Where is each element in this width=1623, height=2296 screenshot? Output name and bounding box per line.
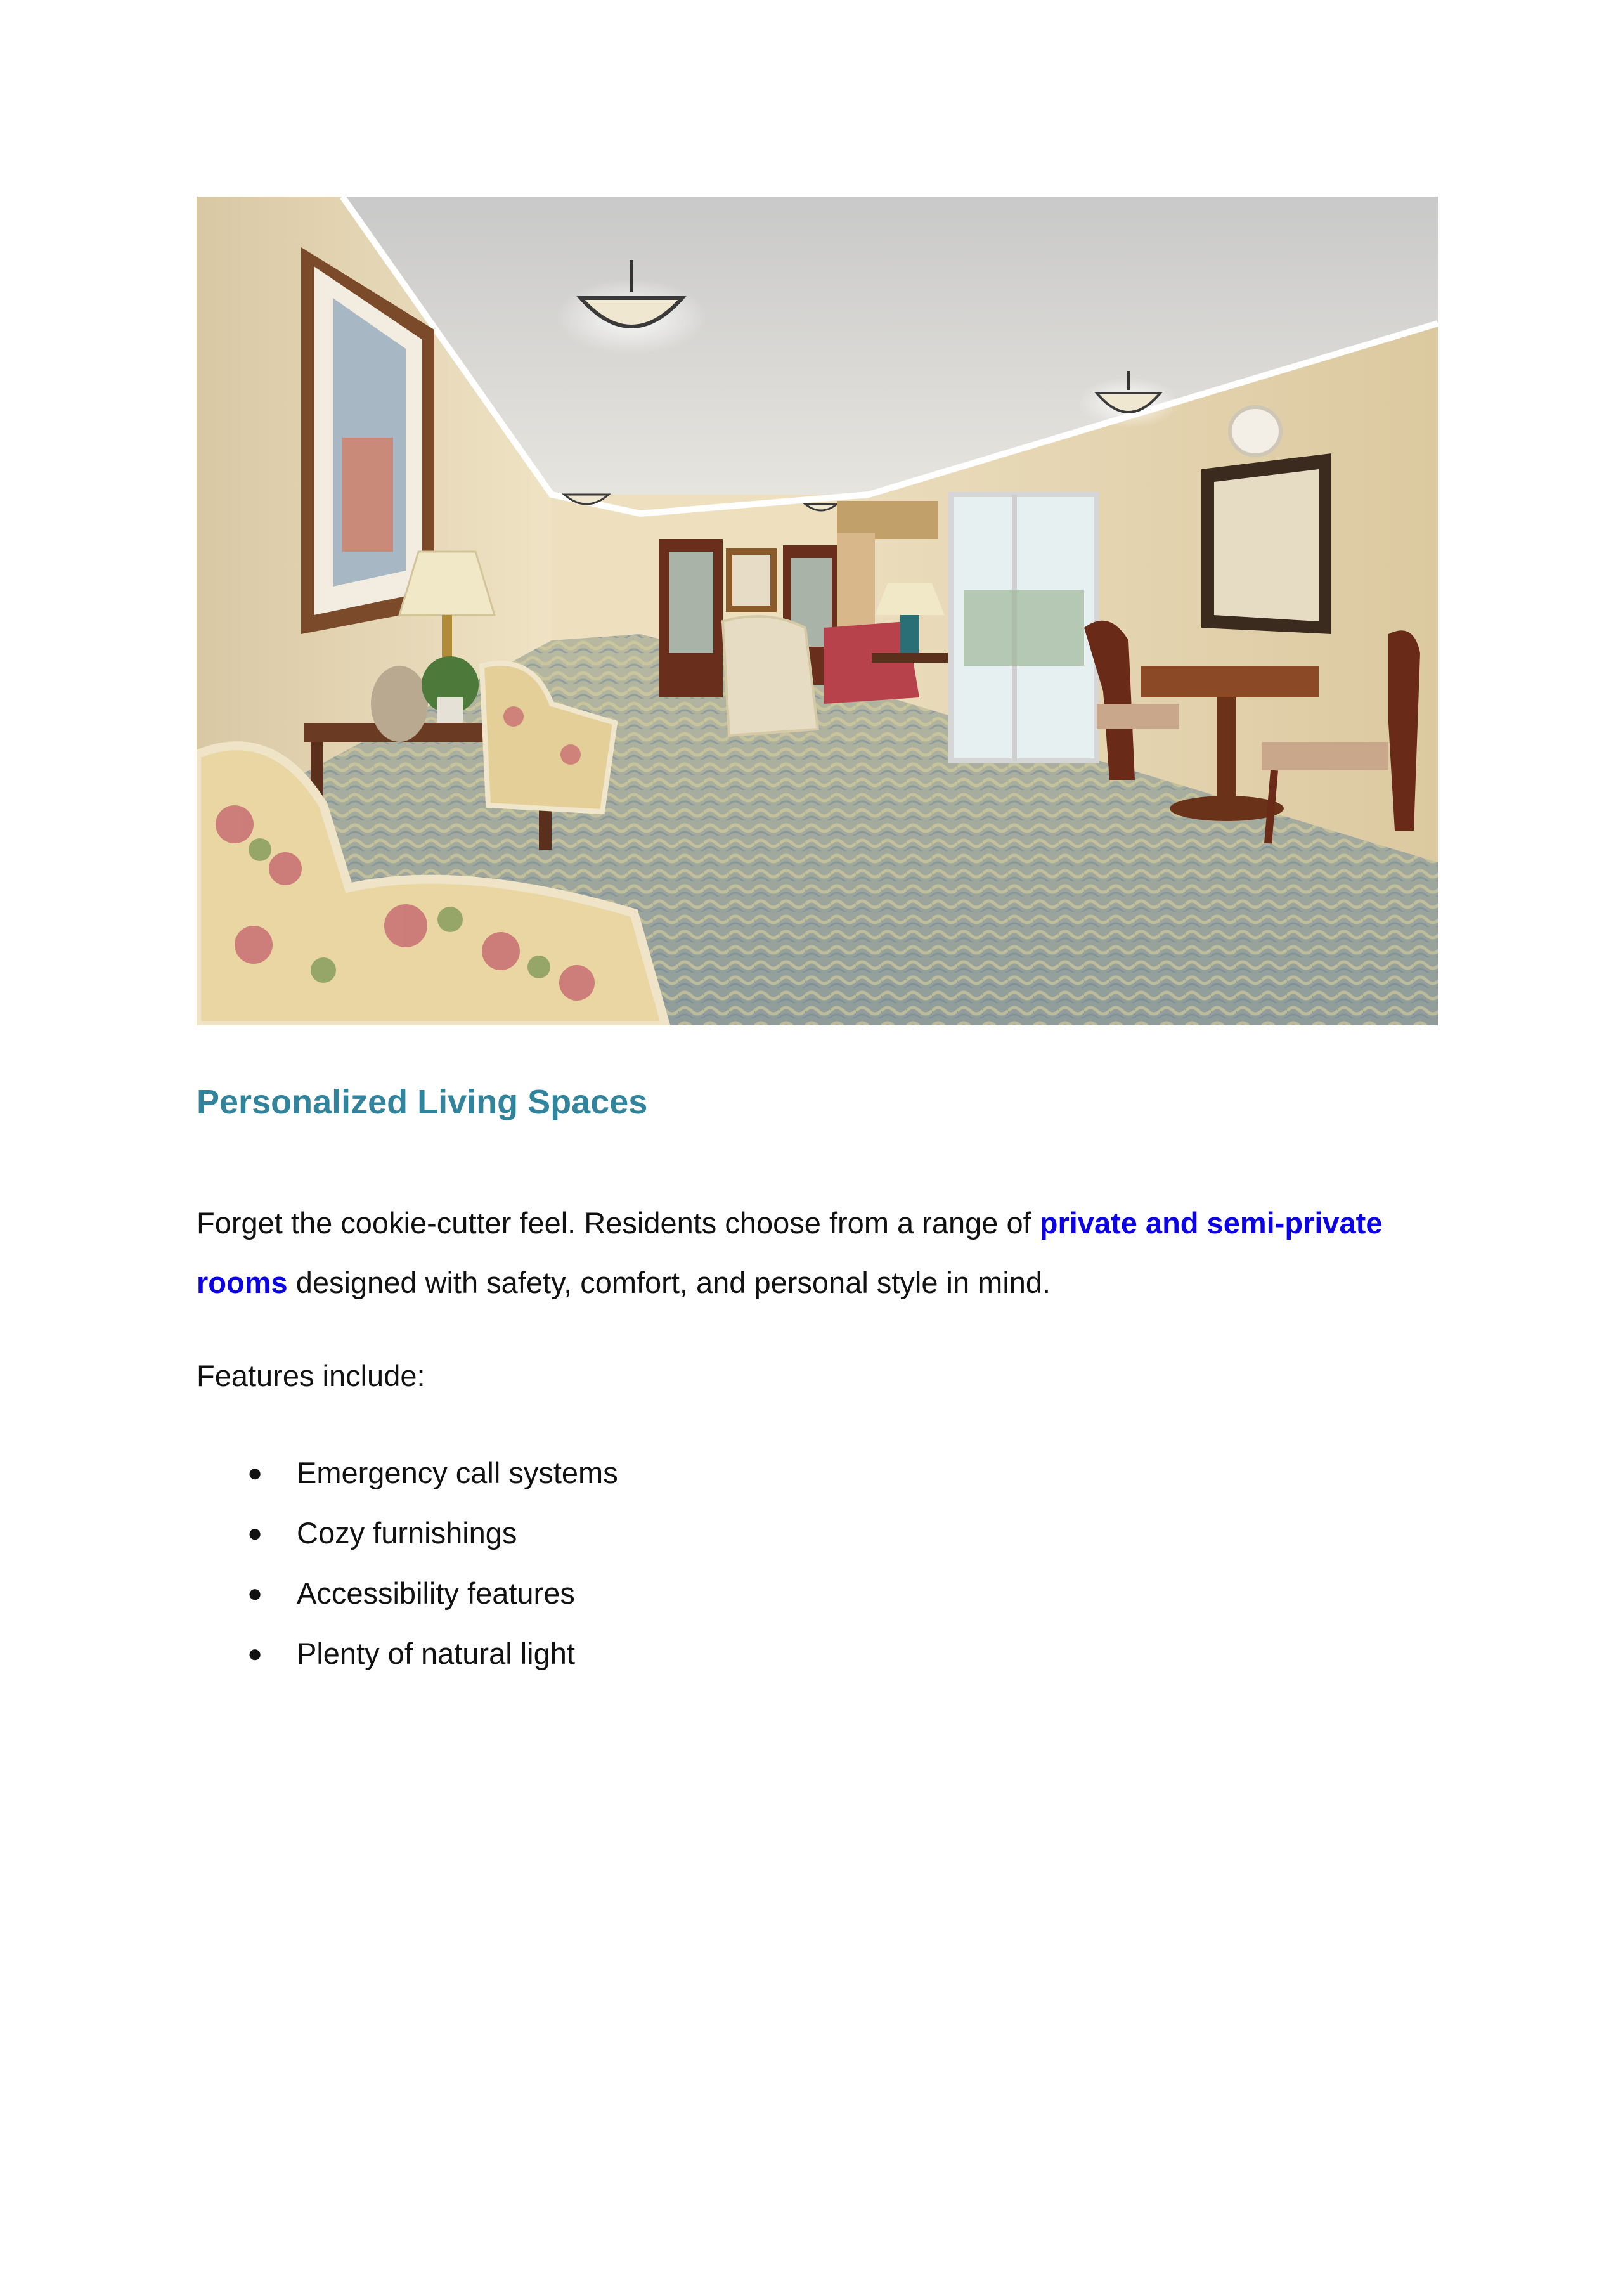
intro-text-before: Forget the cookie-cutter feel. Residents choose from a range of	[197, 1206, 1040, 1240]
list-item	[197, 1448, 618, 1508]
features-label: Features include:	[197, 1359, 425, 1392]
list-item	[197, 1628, 618, 1689]
rooms-link[interactable]: private and semi-private rooms	[197, 1206, 1383, 1299]
list-item	[197, 1568, 618, 1628]
hallway-photo	[197, 197, 1438, 1025]
feature-text: Cozy furnishings	[297, 1516, 517, 1550]
hero-image	[197, 197, 1438, 1025]
intro-paragraph	[197, 1193, 1439, 1313]
feature-text: Plenty of natural light	[297, 1637, 575, 1670]
list-item	[197, 1508, 618, 1568]
intro-text-after: designed with safety, comfort, and personal style in mind.	[287, 1266, 1051, 1299]
bullet-icon: ●	[247, 1640, 263, 1668]
feature-list	[197, 1448, 618, 1689]
bullet-icon: ●	[247, 1579, 263, 1607]
bullet-icon: ●	[247, 1459, 263, 1487]
feature-text: Emergency call systems	[297, 1456, 618, 1489]
feature-text: Accessibility features	[297, 1576, 575, 1610]
bullet-icon: ●	[247, 1519, 263, 1547]
section-heading: Personalized Living Spaces	[197, 1083, 648, 1121]
